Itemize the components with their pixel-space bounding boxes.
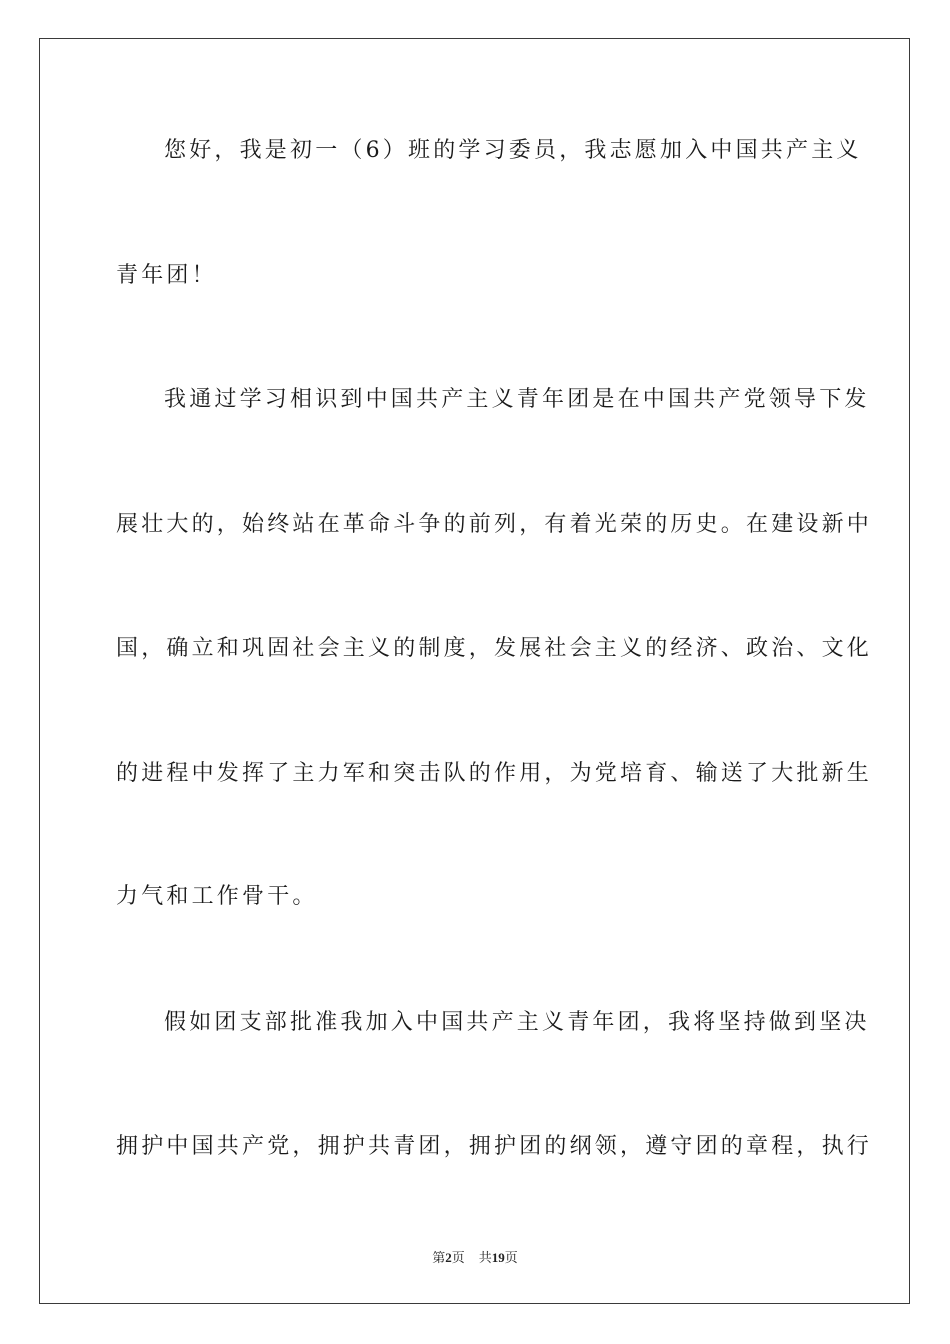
paragraph-3-line-2: 拥护中国共产党，拥护共青团，拥护团的纲领，遵守团的章程，执行 xyxy=(116,1134,873,1159)
page-suffix: 页 xyxy=(451,1250,465,1265)
page-number: 2 xyxy=(445,1250,452,1265)
paragraph-2-line-2: 展壮大的，始终站在革命斗争的前列，有着光荣的历史。在建设新中 xyxy=(116,512,873,537)
page-prefix: 第 xyxy=(432,1250,446,1265)
paragraph-2-line-3: 国，确立和巩固社会主义的制度，发展社会主义的经济、政治、文化 xyxy=(116,636,873,661)
paragraph-2-line-5: 力气和工作骨干。 xyxy=(116,884,318,909)
paragraph-2-line-4: 的进程中发挥了主力军和突击队的作用，为党培育、输送了大批新生 xyxy=(116,761,873,786)
paragraph-2-line-1: 我通过学习相识到中国共产主义青年团是在中国共产党领导下发 xyxy=(164,387,870,412)
paragraph-1-line-2: 青年团！ xyxy=(116,263,217,288)
total-prefix: 共 xyxy=(478,1250,492,1265)
total-suffix: 页 xyxy=(504,1250,518,1265)
page-border xyxy=(39,38,910,1304)
paragraph-3-line-1: 假如团支部批准我加入中国共产主义青年团，我将坚持做到坚决 xyxy=(164,1010,870,1035)
page-footer xyxy=(0,1247,950,1266)
total-pages: 19 xyxy=(491,1250,505,1265)
paragraph-1-line-1: 您好，我是初一（6）班的学习委员，我志愿加入中国共产主义 xyxy=(164,138,862,163)
